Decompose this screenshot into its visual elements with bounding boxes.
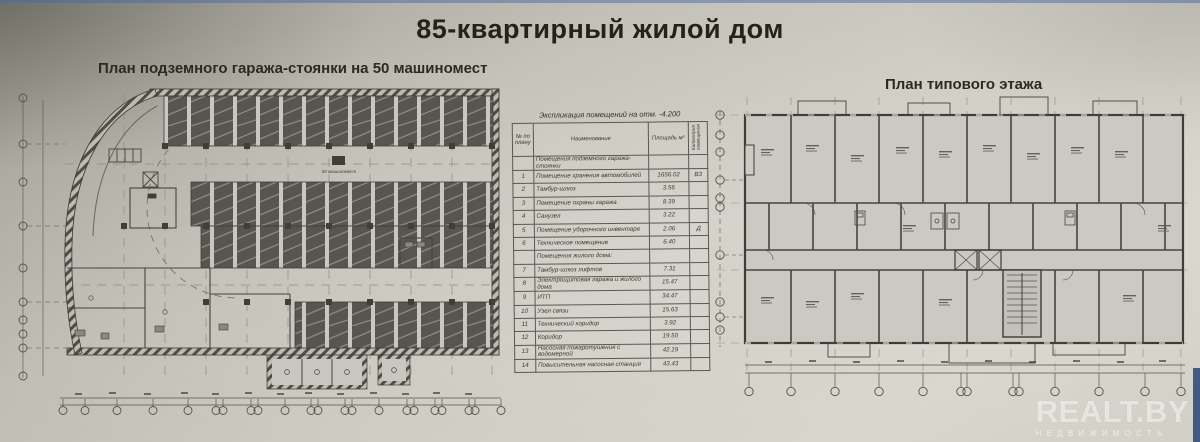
garage-bottom-dimension-band [59,393,505,415]
watermark [1036,396,1189,438]
floor-plan-title: План типового этажа [885,76,1043,93]
page-title: 85-квартирный жилой дом [416,14,784,44]
column-header-name: Наименование [533,122,649,156]
table-row: 2 Тамбур-шлюз 3.56 [513,182,708,197]
table-row: 5 Помещение уборочного инвентаря 2.06 Д [513,222,708,237]
column-header-area: Площадь м² [648,122,688,155]
parking-row [201,226,493,268]
table-row: 11 Технический коридор 3.92 [514,316,709,331]
floor-outline [745,115,1183,343]
explication-table-body [513,155,710,373]
explication-table-title: Экспликация помещений на отм. -4.200 [539,109,681,120]
garage-bottom-annex [267,355,410,389]
floor-bottom-dimension-band [745,361,1185,396]
explication-table [512,121,711,373]
parking-row [164,96,493,146]
photo-edge-top [0,0,1200,3]
garage-left-dimension-markers [19,94,67,380]
table-header-row [512,121,707,156]
table-row: 14 Повысительная насосная станция 43.43 [515,357,710,372]
floor-plan-drawing [703,85,1200,435]
stairwell [1003,270,1041,337]
column-header-category: Категория помещения [688,121,708,154]
table-row: 12 Коридор 19.50 [514,330,709,345]
table-row: 4 Санузел 3.22 [513,209,708,224]
table-row: 1 Помещение хранения автомобилей 1656.02 В3 [513,169,708,184]
column-header-num: № по плану [512,123,533,156]
table-row: 3 Помещение охраны гаража 8.39 [513,195,708,210]
photo-edge-right [1193,368,1200,442]
parking-rows [164,96,493,348]
table-row: 10 Узел связи 15.63 [514,303,709,318]
watermark-tagline: НЕДВИЖИМОСТЬ [1035,429,1168,438]
parking-row [191,182,493,226]
watermark-brand: REALT.BY [1035,394,1189,429]
explication-table-section [512,109,711,373]
parking-row [295,302,493,348]
table-row: 8 Электрощитовая гаража и жилого дома 15.47 [514,276,709,292]
table-section-row: Помещения подземного гаража-стоянки [513,155,708,171]
table-row: 13 Насосная пожаротушения с водомерной 42.19 [515,343,710,359]
floor-left-dimension-markers [716,111,745,347]
garage-capacity-label: 50 машиномест [321,169,357,174]
table-row: 7 Тамбур-шлюз лифтов 7.31 [514,262,709,277]
table-section-row: Помещения жилого дома: [514,249,709,264]
table-row: 6 Техническое помещение 6.40 [513,236,708,251]
garage-plan-title: План подземного гаража-стоянки на 50 машиномест [98,60,488,77]
table-row: 9 ИТП 34.47 [514,290,709,305]
garage-ramp-box [109,149,158,198]
garage-capacity-label-group [322,156,357,174]
garage-plan-drawing [5,76,515,438]
